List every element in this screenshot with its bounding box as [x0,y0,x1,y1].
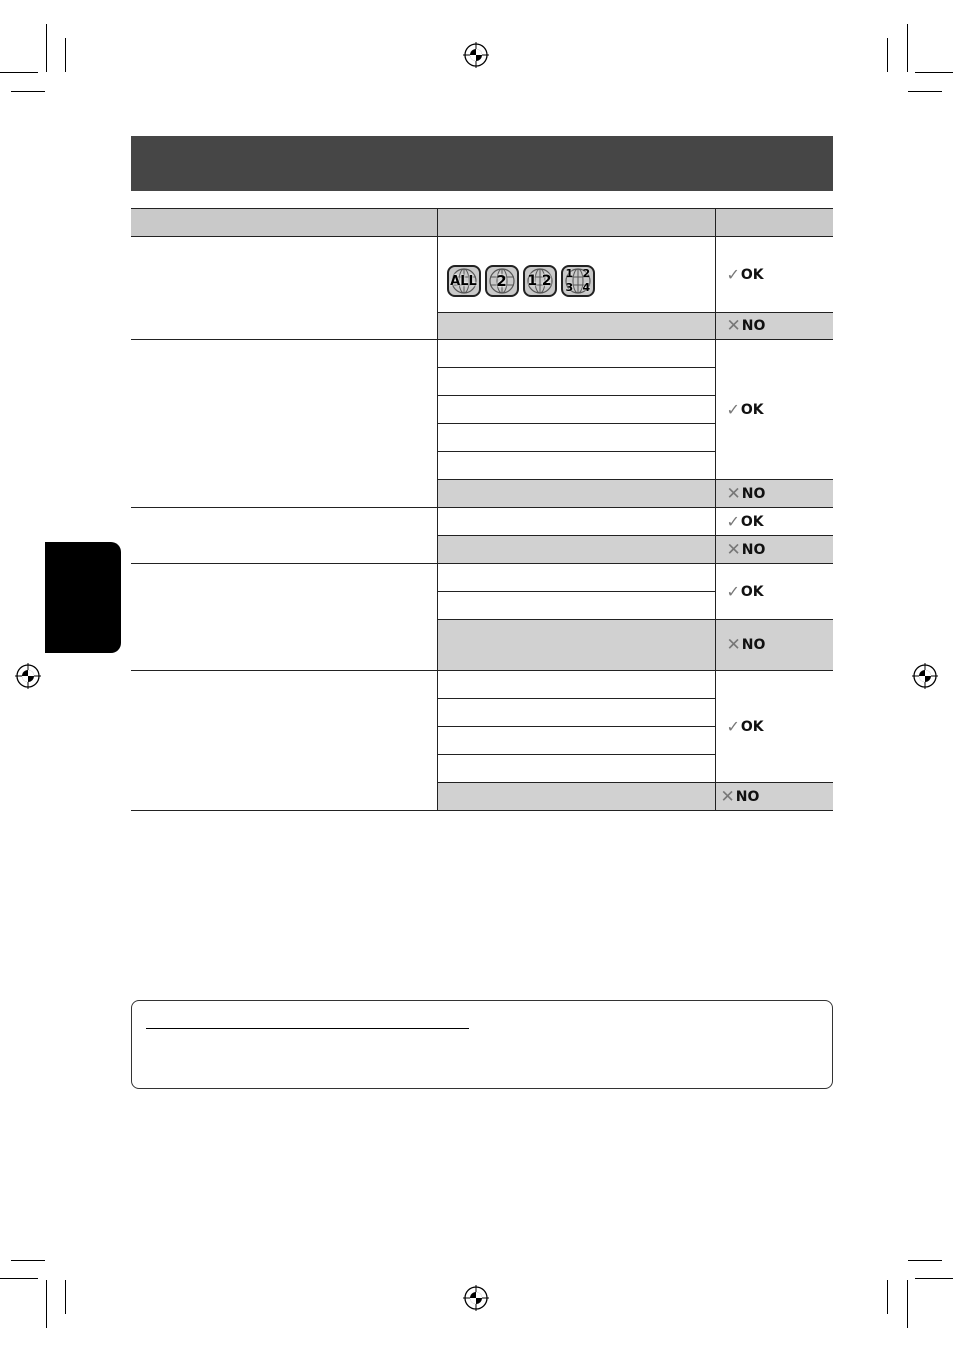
status-cell [715,313,833,340]
format-cell [437,727,715,755]
format-cell [437,592,715,620]
table-row [131,508,833,536]
status-cell [715,340,833,480]
status-ok: ✓ OK [726,717,764,736]
format-cell [437,313,715,340]
check-icon: ✓ [726,265,740,284]
format-cell [437,564,715,592]
table-row [131,671,833,699]
region-1-2-icon [523,265,557,297]
format-cell [437,424,715,452]
status-cell [715,620,833,671]
format-cell [437,783,715,811]
region-all-icon [447,265,481,297]
status-cell [715,508,833,536]
status-cell [715,564,833,620]
compatibility-table [131,208,833,811]
format-cell [437,508,715,536]
cross-icon: ✕ [726,635,741,655]
disc-type-cell [131,340,437,508]
cross-icon: ✕ [726,539,741,560]
region-1-2-3-4-icon [561,265,595,297]
crop-mark [65,38,66,72]
check-icon: ✓ [726,582,740,601]
registration-mark-icon [15,663,41,689]
status-no: ✕ NO [726,539,766,560]
format-cell [437,620,715,671]
crop-mark [908,1260,942,1261]
disc-type-cell [131,237,437,340]
check-icon: ✓ [726,512,740,531]
status-ok: ✓ OK [726,582,764,601]
check-icon: ✓ [726,400,740,419]
crop-mark [915,72,953,73]
note-heading-rule [146,1028,469,1029]
region-label: 2 [496,272,507,290]
registration-mark-icon [463,1285,489,1311]
region-2-icon [485,265,519,297]
check-icon: ✓ [726,717,740,736]
format-cell [437,480,715,508]
region-label: ALL [450,273,477,289]
page-title-bar [131,136,833,191]
format-cell [437,755,715,783]
format-cell [437,452,715,480]
status-cell [715,783,833,811]
format-cell [437,368,715,396]
crop-mark [0,1278,38,1279]
disc-type-cell [131,671,437,811]
region-quadrant-label: 4 [582,281,591,294]
disc-type-cell [131,508,437,564]
registration-mark-icon [463,42,489,68]
crop-mark [11,1260,45,1261]
column-header-format [437,209,715,237]
status-no: ✕ NO [726,316,766,336]
crop-mark [887,38,888,72]
status-no: ✕ NO [726,483,766,504]
crop-mark [907,24,908,72]
table-row [131,237,833,313]
crop-mark [46,1280,47,1328]
section-tab [45,542,121,653]
disc-type-cell [131,564,437,671]
crop-mark [46,24,47,72]
note-box [131,1000,833,1089]
format-cell [437,536,715,564]
cross-icon: ✕ [726,316,741,336]
status-cell [715,480,833,508]
table-row [131,564,833,592]
column-header-disc-type [131,209,437,237]
region-code-icons [438,237,715,297]
status-ok: ✓ OK [726,265,764,284]
registration-mark-icon [912,663,938,689]
crop-mark [0,72,38,73]
region-quadrant-label: 2 [582,267,591,280]
status-ok: ✓ OK [726,400,764,419]
cross-icon: ✕ [720,786,735,807]
table-row [131,340,833,368]
format-cell [437,396,715,424]
crop-mark [11,91,45,92]
region-label: 1 2 [527,273,552,289]
column-header-playable [715,209,833,237]
crop-mark [907,1280,908,1328]
cross-icon: ✕ [726,483,741,504]
format-cell [437,340,715,368]
status-cell [715,671,833,783]
status-no: ✕ NO [726,635,766,655]
table-header-row [131,209,833,237]
crop-mark [65,1280,66,1314]
status-cell [715,536,833,564]
crop-mark [908,91,942,92]
format-cell [437,671,715,699]
region-icons-cell [437,237,715,313]
status-cell [715,237,833,313]
status-no: ✕ NO [720,786,760,807]
status-ok: ✓ OK [726,512,764,531]
region-quadrant-label: 1 [565,267,574,280]
region-quadrant-label: 3 [565,281,574,294]
format-cell [437,699,715,727]
crop-mark [887,1280,888,1314]
crop-mark [915,1278,953,1279]
